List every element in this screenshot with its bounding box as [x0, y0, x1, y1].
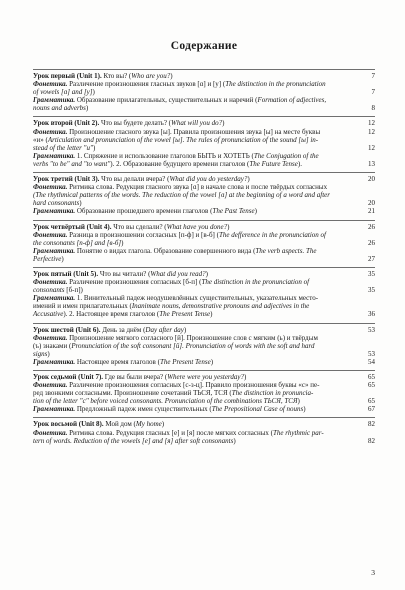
toc-page-number: 21	[368, 207, 375, 216]
toc-text: Что вы будете делать? (	[101, 119, 172, 128]
toc-text: (	[33, 191, 36, 200]
toc-text: )	[170, 72, 173, 80]
toc-text: «и» (	[33, 135, 48, 144]
toc-text: Урок пятый (Unit 5).	[33, 269, 100, 278]
toc-line	[33, 247, 375, 255]
toc-line	[33, 310, 375, 318]
toc-page-number: 8	[371, 104, 375, 113]
toc-text: )	[227, 222, 230, 231]
toc-line	[33, 342, 375, 350]
toc-page-number: 27	[368, 254, 375, 263]
toc-line	[33, 326, 375, 334]
toc-text: Фонетика.	[33, 278, 70, 287]
toc-page-number: 20	[368, 175, 375, 184]
toc-text: The Prepositional Case of nouns	[211, 405, 304, 414]
toc-text: The rhythmic par-	[273, 428, 324, 437]
toc-text: Урок третий (Unit 3).	[33, 175, 102, 184]
toc-text: The Present Tense	[159, 310, 211, 319]
toc-line	[33, 389, 375, 397]
toc-line	[33, 144, 375, 152]
toc-text: What will you do?	[171, 119, 223, 128]
toc-page-number: 12	[368, 119, 375, 128]
toc-text: )	[247, 175, 250, 184]
toc-text: 1. Винительный падеж неодушевлённых существительных, указательных место-	[76, 294, 319, 303]
toc-page-number: 54	[368, 357, 375, 366]
toc-text: The rhythmical patterns of the words. The reduction of the vowel [ɑ] at the beginning of a word and after	[35, 191, 330, 200]
toc-text: ). 2. Образование будущего времени глаголов (	[110, 159, 250, 168]
toc-text: stead of the letter "и"	[33, 143, 93, 152]
toc-line	[33, 255, 375, 263]
toc-text: Грамматика.	[33, 151, 77, 160]
toc-text: Ритмика слова. Редукция гласного звука [ɑ] в начале слова и после твёрдых согласных	[69, 183, 328, 192]
toc-page-number: 67	[368, 405, 375, 414]
toc-text: Фонетика.	[33, 428, 70, 437]
toc-text: Грамматика.	[33, 246, 77, 255]
toc-text: )	[183, 325, 187, 334]
toc-text: Урок второй (Unit 2).	[33, 119, 102, 128]
toc-line	[33, 429, 375, 437]
toc-text: )	[85, 104, 89, 113]
toc-line	[33, 160, 375, 168]
toc-text: Грамматика.	[33, 357, 77, 366]
toc-line	[33, 183, 375, 191]
toc-line	[33, 128, 375, 136]
toc-text: Произношение гласного звука [ы]. Правила произношения звука [ы] на месте буквы	[69, 127, 321, 136]
toc-line	[33, 104, 375, 112]
toc-text: )	[244, 373, 247, 381]
toc-page-number: 35	[368, 286, 375, 295]
toc-line	[33, 199, 375, 207]
toc-unit-block	[33, 116, 375, 168]
table-of-contents	[33, 69, 375, 445]
toc-page-number: 65	[368, 373, 375, 381]
toc-text: Кто вы? (	[103, 72, 132, 80]
toc-text: nouns and adverbs	[33, 104, 86, 113]
toc-text: Грамматика.	[33, 96, 77, 105]
toc-text: Where were you yesterday?	[167, 373, 244, 381]
toc-line	[33, 231, 375, 239]
toc-text: The Past Tense	[212, 207, 255, 216]
toc-page-number: 13	[368, 159, 375, 168]
toc-text: Различение произношения гласных звуков [ɑ] и [у] (	[69, 80, 226, 89]
toc-text: ). 2. Настоящее время глаголов (	[63, 310, 160, 319]
toc-page-number: 82	[368, 436, 375, 445]
toc-text: )	[297, 397, 300, 406]
toc-text: Произношение мягкого согласного [й]. Произношение слов с мягким (ь) и твёрдым	[69, 333, 318, 342]
toc-text: День за днём (	[102, 325, 146, 334]
toc-text: )	[210, 310, 213, 319]
toc-page-number: 26	[368, 238, 375, 247]
toc-text: )	[205, 269, 208, 278]
toc-line	[33, 239, 375, 247]
toc-text: Что вы делали вчера? (	[101, 175, 170, 184]
toc-text: )	[210, 357, 214, 366]
toc-text: The distinction in the pronunciation of	[201, 278, 310, 287]
toc-text: Мой дом (	[105, 420, 136, 429]
toc-text: Who are you?	[131, 72, 171, 80]
toc-page-number: 7	[371, 88, 375, 97]
toc-text: Formation of adjectives,	[257, 96, 327, 105]
toc-page-number: 36	[368, 310, 375, 319]
toc-line	[33, 302, 375, 310]
toc-line	[33, 358, 375, 366]
toc-text: The Conjugation of the	[253, 151, 319, 160]
toc-line	[33, 437, 375, 445]
toc-line	[33, 191, 375, 199]
toc-text: Фонетика.	[33, 127, 70, 136]
toc-text: Грамматика.	[33, 207, 77, 216]
toc-text: )	[61, 254, 64, 263]
toc-text: My home	[135, 420, 162, 429]
toc-line	[33, 152, 375, 160]
toc-text: Что вы читали? (	[99, 269, 151, 278]
toc-text: The verb aspects. The	[255, 246, 317, 255]
toc-line	[33, 175, 375, 183]
toc-line	[33, 96, 375, 104]
toc-page-number: 12	[368, 127, 375, 136]
toc-page-number: 26	[368, 222, 375, 231]
toc-text: The defference in the pronunciation of	[218, 230, 326, 239]
toc-line	[33, 350, 375, 358]
toc-unit-block	[33, 370, 375, 413]
toc-text: Day after day	[145, 325, 184, 334]
toc-page-number: 12	[368, 143, 375, 152]
toc-line	[33, 397, 375, 405]
toc-text: ).	[297, 159, 302, 168]
toc-text: The Present Tense	[159, 357, 211, 366]
toc-text: What have you done?	[166, 222, 228, 231]
toc-page-number: 65	[368, 397, 375, 406]
toc-text: 1. Спряжение и использование глаголов БЫТЬ и ХОТЕТЬ (	[76, 151, 254, 160]
toc-text: Урок восьмой (Unit 8).	[33, 420, 106, 429]
toc-text: )	[222, 119, 225, 128]
toc-text: )	[233, 436, 236, 445]
toc-text: Фонетика.	[33, 333, 70, 342]
toc-text: Урок шестой (Unit 6).	[33, 325, 103, 334]
toc-line	[33, 405, 375, 413]
toc-text: Образование прошедшего времени глаголов (	[76, 207, 213, 216]
toc-text: Грамматика.	[33, 405, 77, 414]
toc-text: Понятие о видах глагола. Образование совершенного вида (	[76, 246, 256, 255]
page-title: Содержание	[170, 40, 238, 52]
toc-text: Фонетика.	[33, 80, 70, 89]
toc-unit-block	[33, 417, 375, 444]
toc-line	[33, 136, 375, 144]
toc-text: )	[47, 349, 50, 358]
toc-text: What did you do yesterday?	[169, 175, 248, 184]
toc-text: имений и имен прилагательных (	[33, 302, 132, 311]
toc-text: Articulation and pronunciation of the vowel [ы]. The rules of pronunciation of the sound [ы] in-	[47, 135, 319, 144]
toc-line	[33, 373, 375, 381]
toc-text: )	[92, 143, 96, 152]
toc-text: )	[161, 420, 165, 429]
toc-text: [б-п])	[64, 286, 83, 295]
toc-unit-block	[33, 69, 375, 112]
toc-page-number: 82	[368, 420, 375, 429]
toc-page-number: 35	[368, 269, 375, 278]
toc-text: tern of words. Reduction of the vowels [е] and [я] after soft consonants	[33, 436, 234, 445]
toc-line	[33, 381, 375, 389]
toc-text: Грамматика.	[33, 294, 77, 303]
toc-text: Ритмика слова. Редукция гласных [е] и [я] после мягких согласных (	[69, 428, 273, 437]
toc-line	[33, 72, 375, 80]
toc-text: Perfective	[33, 254, 62, 263]
toc-page-number: 65	[368, 381, 375, 390]
toc-unit-block	[33, 220, 375, 263]
toc-text: Настоящее время глаголов (	[76, 357, 160, 366]
toc-line	[33, 88, 375, 96]
toc-text: Предложный падеж имен существительных (	[76, 405, 212, 414]
toc-line	[33, 334, 375, 342]
toc-unit-block	[33, 267, 375, 319]
toc-text: )	[254, 207, 257, 216]
toc-line	[33, 286, 375, 294]
toc-text: What did you read?	[150, 269, 206, 278]
toc-text: verbs "to be" and "to want"	[33, 159, 111, 168]
toc-text: Inanimate nouns, demonstrative pronouns and adjectives in the	[131, 302, 310, 311]
toc-text: Accusative	[33, 310, 64, 319]
toc-text: Различение произношения согласных [б-п] (	[69, 278, 202, 287]
toc-text: Фонетика.	[33, 381, 70, 390]
toc-text: Pronunciation of the soft consonant [й]. Pronunciation of words with the soft and hard	[71, 341, 315, 350]
toc-text: hard consonants	[33, 199, 80, 208]
toc-line	[33, 207, 375, 215]
toc-unit-block	[33, 323, 375, 366]
toc-text: consonants	[33, 286, 65, 295]
toc-line	[33, 223, 375, 231]
page-number: 3	[371, 568, 375, 577]
toc-page-number: 53	[368, 349, 375, 358]
toc-line	[33, 119, 375, 127]
toc-text: Разница в произношении согласных [п-ф] и [в-б] (	[69, 230, 219, 239]
toc-text: Образование прилагательных, существительных и наречий (	[76, 96, 258, 105]
toc-text: The Future Tense	[249, 159, 298, 168]
toc-text: signs	[33, 349, 48, 358]
toc-text: the consonants [п-ф] and [в-б]	[33, 238, 122, 247]
toc-text: tion of the letter "с" before voiced consonants. Pronunciation of the combinations ТЬСЯ, ТСЯ	[33, 397, 298, 406]
toc-text: )	[92, 88, 95, 97]
toc-text: )	[121, 238, 124, 247]
toc-unit-block	[33, 172, 375, 215]
toc-text: Что вы сделали? (	[113, 222, 167, 231]
toc-line	[33, 270, 375, 278]
toc-text: Фонетика.	[33, 183, 70, 192]
toc-line	[33, 80, 375, 88]
toc-text: Различение произношения согласных [с-з-ц]. Правило произношения буквы «с» пе-	[69, 381, 320, 390]
toc-page-number: 7	[371, 72, 375, 80]
toc-text: Урок первый (Unit 1).	[33, 72, 104, 80]
toc-line	[33, 278, 375, 286]
toc-line	[33, 420, 375, 428]
toc-page-number: 53	[368, 325, 375, 334]
toc-text: ред звонкими согласными. Произношение сочетаний ТЬСЯ, ТСЯ (	[33, 389, 232, 398]
toc-text: of vowels [ɑ] and [у]	[33, 88, 93, 97]
toc-text: The distinction in the pronunciation	[225, 80, 326, 89]
toc-text: The distinction in pronuncia-	[231, 389, 314, 398]
toc-text: )	[79, 199, 82, 208]
toc-text: Где вы были вчера? (	[104, 373, 168, 381]
toc-text: Урок седьмой (Unit 7).	[33, 373, 105, 381]
toc-text: (ъ) знаками (	[33, 341, 72, 350]
toc-line	[33, 294, 375, 302]
toc-text: )	[303, 405, 306, 414]
toc-page-number: 20	[368, 199, 375, 208]
toc-text: Фонетика.	[33, 230, 70, 239]
toc-text: Урок четвёртый (Unit 4).	[33, 222, 114, 231]
